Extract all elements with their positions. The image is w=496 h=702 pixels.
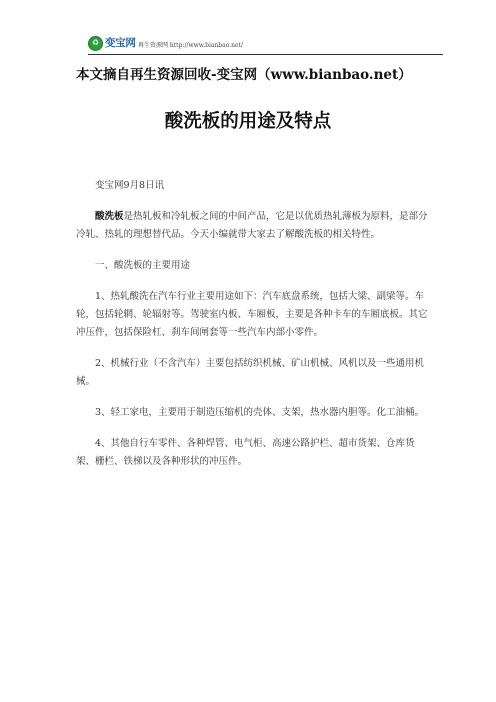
logo-text: 变宝网 <box>105 36 136 49</box>
article-body <box>76 177 432 484</box>
page-header <box>88 34 448 56</box>
source-banner: 本文摘自再生资源回收-变宝网（www.bianbao.net） <box>76 67 412 83</box>
header-divider <box>88 54 443 55</box>
body-paragraph: 1、热轧酸洗在汽车行业主要用途如下：汽车底盘系统，包括大梁、副梁等。车轮，包括轮辋、轮辐射等。驾驶室内板、车厢板，主要是各种卡车的车厢底板。其它冲压件，包括保险杠、刹车间闸套等一些汽车内部小零件。 <box>76 291 428 338</box>
intro-keyword: 酸洗板 <box>95 211 124 222</box>
header-caption: 再生资源网 http://www.bianbao.net/ <box>138 42 243 49</box>
site-logo <box>88 34 138 52</box>
section-heading: 一、酸洗板的主要用途 <box>95 260 191 271</box>
recycle-icon: ♻ <box>88 36 103 51</box>
intro-paragraph <box>76 208 432 244</box>
body-paragraph: 3、轻工家电，主要用于制造压缩机的壳体、支架，热水器内胆等。化工油桶。 <box>95 407 425 418</box>
article-title: 酸洗板的用途及特点 <box>164 111 332 133</box>
dateline: 变宝网9月8日讯 <box>95 180 165 191</box>
body-paragraph: 4、其他自行车零件、各种焊管、电气柜、高速公路护栏、超市货架、仓库货架、栅栏、铁梯以及各种形状的冲压件。 <box>76 438 415 467</box>
intro-text: 是热轧板和冷轧板之间的中间产品，它是以优质热轧薄板为原料，是部分冷轧、热轧的理想替代品。今天小编就带大家去了解酸洗板的相关特性。 <box>76 211 428 240</box>
body-paragraph: 2、机械行业（不含汽车）主要包括纺织机械、矿山机械、风机以及一些通用机械。 <box>76 358 425 387</box>
